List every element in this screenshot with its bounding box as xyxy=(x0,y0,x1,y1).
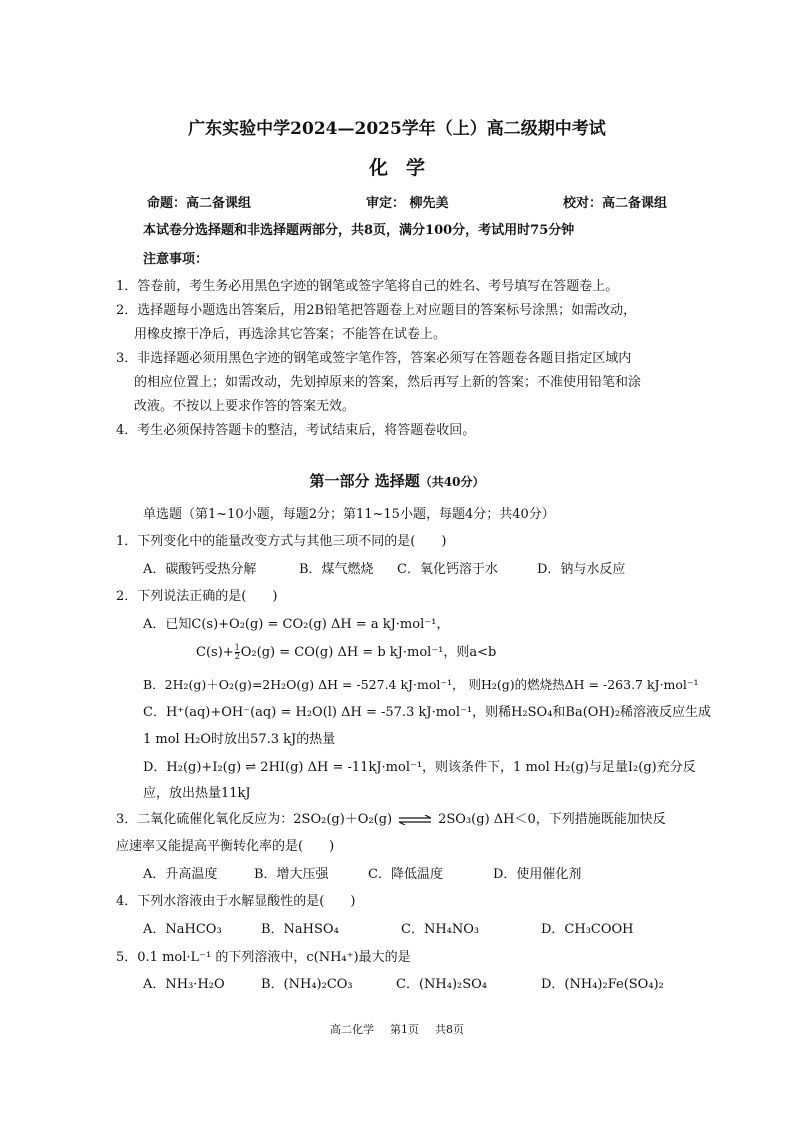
footer-total: 共8页 xyxy=(435,1023,464,1036)
footer-course: 高二化学 xyxy=(330,1023,374,1036)
q5-stem: 5．0.1 mol·L⁻¹ 的下列溶液中，c(NH₄⁺)最大的是 xyxy=(116,950,411,965)
q2-option-a-line1: A．已知C(s)+O₂(g) = CO₂(g) ΔH = a kJ·mol⁻¹， xyxy=(143,617,450,632)
q3-stem-pre: 3．二氧化硫催化氧化反应为：2SO₂(g)＋O₂(g) xyxy=(116,812,393,827)
q1-option-b: B．煤气燃烧 xyxy=(299,562,374,577)
q3-stem-line2: 应速率又能提高平衡转化率的是( ) xyxy=(116,839,335,854)
q1-option-d: D．钠与水反应 xyxy=(537,562,626,577)
notice-item: 改液。不按以上要求作答的答案无效。 xyxy=(134,399,356,414)
notice-item: 2．选择题每小题选出答案后，用2B铅笔把答题卷上对应题目的答案标号涂黑；如需改动， xyxy=(116,303,637,318)
exam-summary: 本试卷分选择题和非选择题两部分，共8页，满分100分，考试用时75分钟 xyxy=(143,223,575,238)
section-points: （共40分） xyxy=(419,475,485,489)
section-heading xyxy=(0,470,794,491)
q1-option-a: A．碳酸钙受热分解 xyxy=(143,562,257,577)
q1-option-c: C．氧化钙溶于水 xyxy=(397,562,498,577)
notice-item: 4．考生必须保持答题卡的整洁，考试结束后，将答题卷收回。 xyxy=(116,423,476,438)
notice-title: 注意事项： xyxy=(143,252,209,267)
q3-option-b: B．增大压强 xyxy=(254,867,329,882)
q3-stem-line1 xyxy=(116,811,666,829)
footer-page: 第1页 xyxy=(390,1023,419,1036)
q4-option-d: D．CH₃COOH xyxy=(541,922,634,937)
equilibrium-arrow-icon xyxy=(398,815,432,825)
fraction-numerator: 1 xyxy=(234,643,240,652)
q2-option-c-line2: 1 mol H₂O时放出57.3 kJ的热量 xyxy=(143,732,336,747)
proposer: 命题：高二备课组 xyxy=(147,196,252,211)
q2-option-d-line1: D．H₂(g)+I₂(g) ⇌ 2HI(g) ΔH = -11kJ·mol⁻¹，则该条件下，1 mol H₂(g)与足量I₂(g)充分反 xyxy=(143,760,696,775)
q2-option-a-line2 xyxy=(196,644,496,662)
q5-option-a: A．NH₃·H₂O xyxy=(143,977,225,992)
q3-option-c: C．降低温度 xyxy=(368,867,443,882)
q4-option-a: A．NaHCO₃ xyxy=(143,922,222,937)
q4-stem: 4．下列水溶液由于水解显酸性的是( ) xyxy=(116,894,356,909)
q2-a2-pre: C(s)+ xyxy=(196,645,234,660)
q1-stem: 1．下列变化中的能量改变方式与其他三项不同的是( ) xyxy=(116,534,447,549)
q5-option-c: C．(NH₄)₂SO₄ xyxy=(396,977,488,992)
q2-option-c-line1: C．H⁺(aq)+OH⁻(aq) = H₂O(l) ΔH = -57.3 kJ·mol⁻¹，则稀H₂SO₄和Ba(OH)₂稀溶液反应生成 xyxy=(143,705,712,720)
q2-stem: 2．下列说法正确的是( ) xyxy=(116,589,278,604)
q4-option-c: C．NH₄NO₃ xyxy=(401,922,480,937)
page-footer xyxy=(0,1021,794,1037)
q4-option-b: B．NaHSO₄ xyxy=(261,922,339,937)
section-intro: 单选题（第1~10小题，每题2分；第11~15小题，每题4分；共40分） xyxy=(143,507,555,522)
q5-option-d: D．(NH₄)₂Fe(SO₄)₂ xyxy=(541,977,664,992)
fraction-denominator: 2 xyxy=(234,652,240,661)
fraction-half xyxy=(235,644,240,661)
reviewer: 审定： 柳先美 xyxy=(366,196,449,211)
notice-item: 用橡皮擦干净后，再选涂其它答案；不能答在试卷上。 xyxy=(134,327,447,342)
q2-a2-post: O₂(g) = CO(g) ΔH = b kJ·mol⁻¹，则a<b xyxy=(240,645,497,660)
q3-option-d: D．使用催化剂 xyxy=(493,867,582,882)
q2-option-b: B．2H₂(g)＋O₂(g)=2H₂O(g) ΔH = -527.4 kJ·mol⁻¹， 则H₂(g)的燃烧热ΔH = -263.7 kJ·mol⁻¹ xyxy=(143,677,699,692)
notice-item: 的相应位置上；如需改动，先划掉原来的答案，然后再写上新的答案；不准使用铅笔和涂 xyxy=(134,375,642,390)
exam-subject: 化学 xyxy=(368,157,443,179)
q3-stem-post: 2SO₃(g) ΔH＜0，下列措施既能加快反 xyxy=(438,812,666,827)
q5-option-b: B．(NH₄)₂CO₃ xyxy=(261,977,353,992)
exam-title: 广东实验中学2024—2025学年（上）高二级期中考试 xyxy=(188,119,606,139)
section-title: 第一部分 选择题 xyxy=(309,472,420,490)
proofreader: 校对：高二备课组 xyxy=(563,196,668,211)
notice-item: 1．答卷前，考生务必用黑色字迹的钢笔或签字笔将自己的姓名、考号填写在答题卷上。 xyxy=(116,279,619,294)
notice-item: 3．非选择题必须用黑色字迹的钢笔或签字笔作答，答案必须写在答题卷各题目指定区域内 xyxy=(116,351,632,366)
q3-option-a: A．升高温度 xyxy=(143,867,218,882)
q2-option-d-line2: 应，放出热量11kJ xyxy=(143,786,251,801)
